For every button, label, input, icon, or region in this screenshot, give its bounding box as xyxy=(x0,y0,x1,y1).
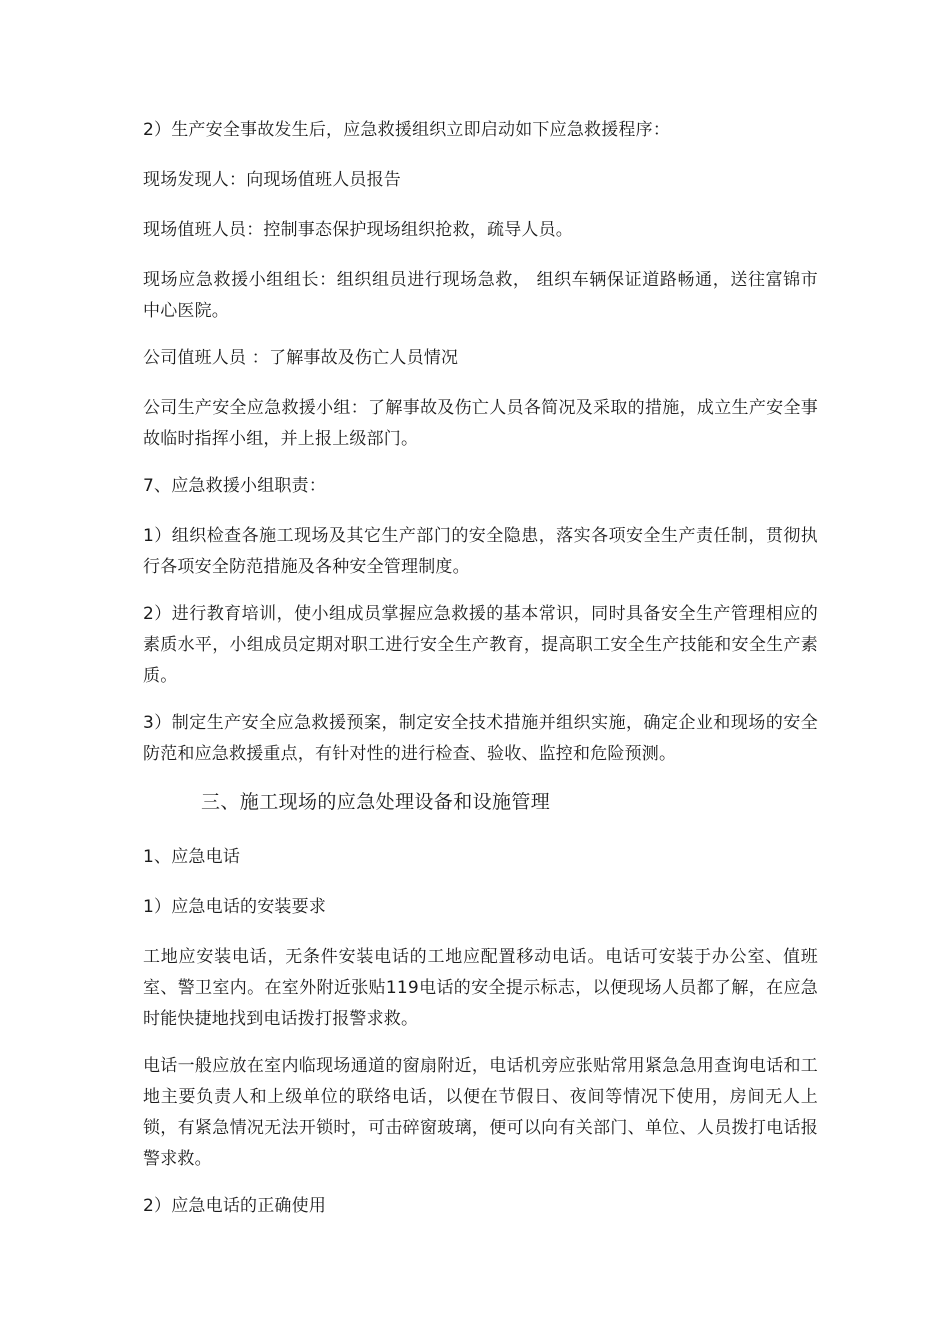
paragraph-emergency-phone-title: 1、应急电话 xyxy=(143,847,241,867)
paragraph-duty-3: 3）制定生产安全应急救援预案，制定安全技术措施并组织实施，确定企业和现场的安全防范和应急救援重点，有针对性的进行检查、验收、监控和危险预测。 xyxy=(143,713,818,764)
paragraph-procedure-intro: 2）生产安全事故发生后，应急救援组织立即启动如下应急救援程序： xyxy=(143,120,671,140)
paragraph-placement-body: 电话一般应放在室内临现场通道的窗扇附近，电话机旁应张贴常用紧急急用查询电话和工地主要负责人和上级单位的联络电话，以便在节假日、夜间等情况下使用，房间无人上锁，有紧急情况无法开锁时，可击碎窗玻璃，便可以向有关部门、单位、人员拨打电话报警求救。 xyxy=(143,1056,818,1169)
paragraph-installation-body: 工地应安装电话，无条件安装电话的工地应配置移动电话。电话可安装于办公室、值班室、警卫室内。在室外附近张贴119电话的安全提示标志，以便现场人员都了解，在应急时能快捷地找到电话拨打报警求救。 xyxy=(143,947,818,1029)
paragraph-duty-1: 1）组织检查各施工现场及其它生产部门的安全隐患，落实各项安全生产责任制，贯彻执行各项安全防范措施及各种安全管理制度。 xyxy=(143,526,818,577)
paragraph-installation-title: 1）应急电话的安装要求 xyxy=(143,897,327,917)
paragraph-duties-title: 7、应急救援小组职责： xyxy=(143,476,327,496)
paragraph-company-duty: 公司值班人员 ：了解事故及伤亡人员情况 xyxy=(143,348,459,368)
paragraph-team-leader: 现场应急救援小组组长：组织组员进行现场急救， 组织车辆保证道路畅通，送往富锦市中心医院。 xyxy=(143,270,818,321)
section-heading: 三、施工现场的应急处理设备和设施管理 xyxy=(201,791,551,813)
paragraph-usage-title: 2）应急电话的正确使用 xyxy=(143,1196,327,1216)
paragraph-discoverer: 现场发现人：向现场值班人员报告 xyxy=(143,170,401,190)
paragraph-site-duty: 现场值班人员：控制事态保护现场组织抢救，疏导人员。 xyxy=(143,220,573,240)
paragraph-company-team: 公司生产安全应急救援小组：了解事故及伤亡人员各简况及采取的措施，成立生产安全事故临时指挥小组，并上报上级部门。 xyxy=(143,398,818,449)
paragraph-duty-2: 2）进行教育培训，使小组成员掌握应急救援的基本常识，同时具备安全生产管理相应的素质水平，小组成员定期对职工进行安全生产教育，提高职工安全生产技能和安全生产素质。 xyxy=(143,604,818,686)
